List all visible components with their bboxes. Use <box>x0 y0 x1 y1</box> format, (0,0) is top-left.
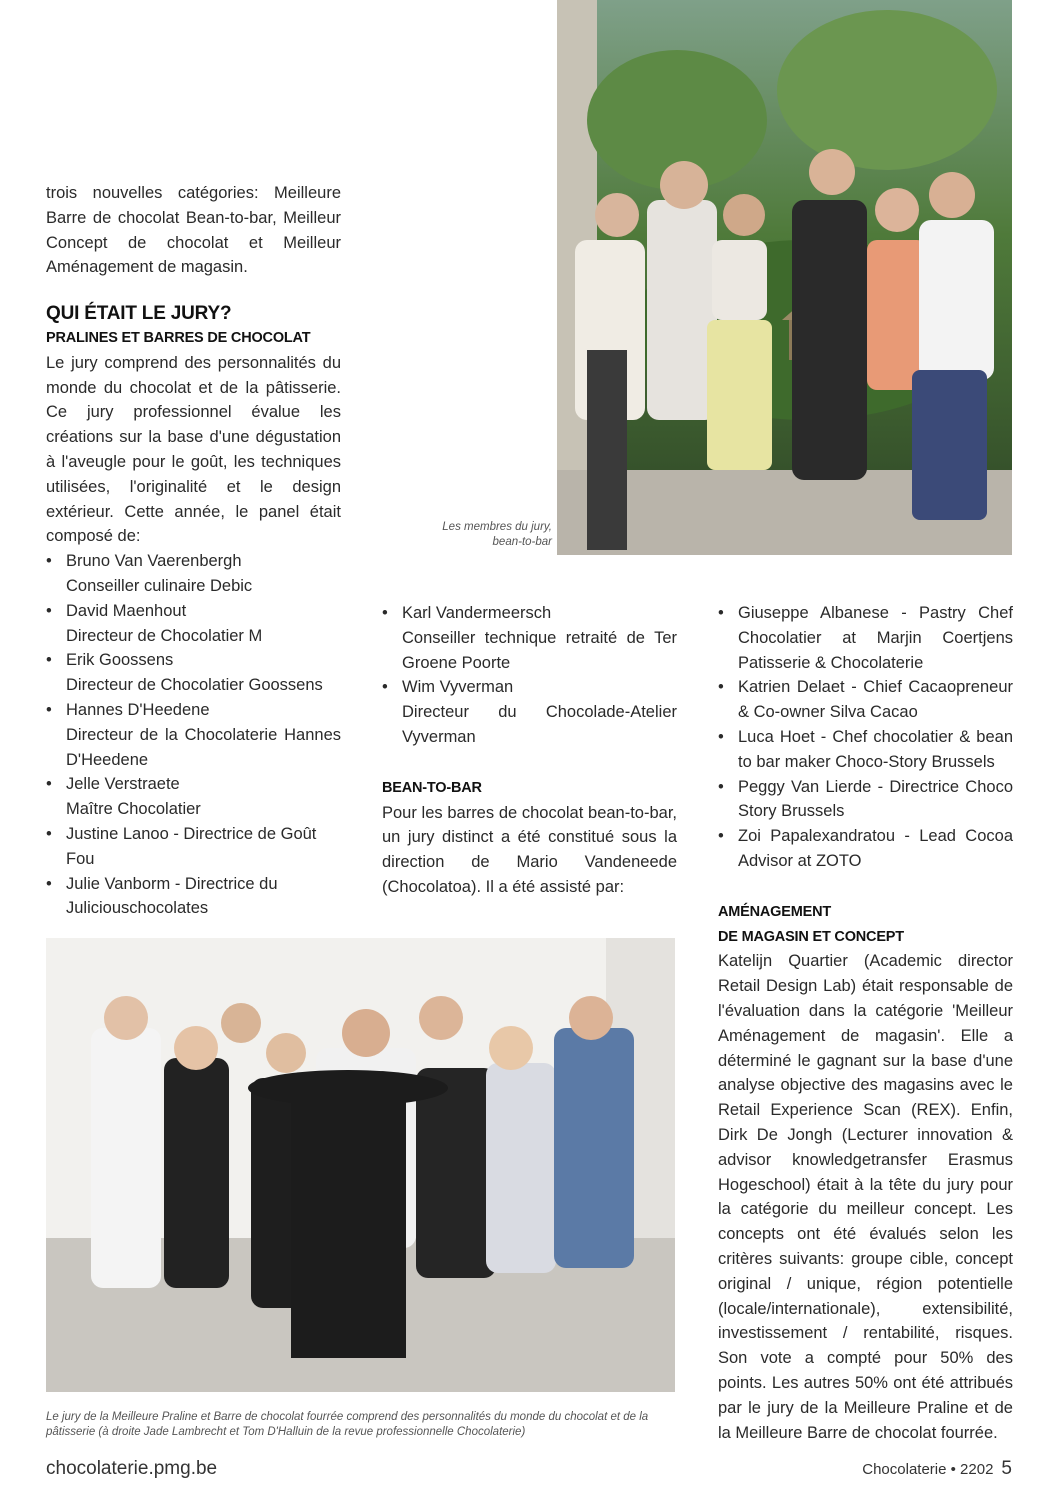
amenagement-heading-line-2: DE MAGASIN ET CONCEPT <box>718 928 904 945</box>
caption-bottom: Le jury de la Meilleure Praline et Barre de chocolat fourrée comprend des personnalités du monde du chocolat et de la pâtisserie (à droite Jade Lambrecht et Tom D'Halluin de la revue professionnelle Chocolaterie) <box>46 1411 649 1438</box>
list-item: • Peggy Van Lierde - Directrice Choco Story Brussels <box>718 775 1013 825</box>
list-item: • Giuseppe Albanese - Pastry Chef Chocolatier at Marjin Coertjens Patisserie & Chocolaterie <box>718 601 1013 675</box>
footer-issue-info <box>862 1458 1012 1480</box>
list-item: • Bruno Van Vaerenbergh Conseiller culinaire Debic <box>46 549 341 599</box>
pralines-heading: PRALINES ET BARRES DE CHOCOLAT <box>46 330 311 346</box>
footer-issue-label: Chocolaterie • 2202 <box>862 1461 994 1478</box>
list-item: • Jelle Verstraete Maître Chocolatier <box>46 772 341 822</box>
beantobar-member-list <box>718 601 1013 874</box>
list-item: • Wim Vyverman Directeur du Chocolade-Atelier Vyverman <box>382 675 677 749</box>
list-item: • Luca Hoet - Chef chocolatier & bean to bar maker Choco-Story Brussels <box>718 725 1013 775</box>
pralines-member-list <box>46 549 341 921</box>
page-number: 5 <box>1001 1458 1012 1479</box>
intro-paragraph: trois nouvelles catégories: Meilleure Barre de chocolat Bean-to-bar, Meilleur Concept de chocolat et Meilleur Aménagement de magasin. <box>46 184 341 277</box>
amenagement-heading-line-1: AMÉNAGEMENT <box>718 903 831 920</box>
middle-member-list <box>382 601 677 750</box>
list-item: • Katrien Delaet - Chief Cacaopreneur & Co-owner Silva Cacao <box>718 675 1013 725</box>
caption-top-line-1: Les membres du jury, <box>442 521 552 533</box>
list-item: • Zoi Papalexandratou - Lead Cocoa Advisor at ZOTO <box>718 824 1013 874</box>
list-item: • Erik Goossens Directeur de Chocolatier Goossens <box>46 648 341 698</box>
pralines-paragraph: Le jury comprend des personnalités du monde du chocolat et de la pâtisserie. Ce jury professionnel évalue les créations sur la base d'une dégustation à l'aveugle pour le goût, les techniques utilisées, l'originalité et le design extérieur. Cette année, le panel était composé de: <box>46 353 341 546</box>
list-item: • David Maenhout Directeur de Chocolatier M <box>46 599 341 649</box>
jury-pralines-photo <box>46 938 675 1392</box>
footer-url[interactable]: chocolaterie.pmg.be <box>46 1458 218 1479</box>
beantobar-heading: BEAN-TO-BAR <box>382 779 482 796</box>
list-item: • Karl Vandermeersch Conseiller technique retraité de Ter Groene Poorte <box>382 601 677 675</box>
list-item: • Hannes D'Heedene Directeur de la Chocolaterie Hannes D'Heedene <box>46 698 341 772</box>
jury-heading: QUI ÉTAIT LE JURY? <box>46 303 232 324</box>
list-item: • Julie Vanborm - Directrice du Juliciouschocolates <box>46 872 341 922</box>
list-item: • Justine Lanoo - Directrice de Goût Fou <box>46 822 341 872</box>
caption-top-line-2: bean-to-bar <box>492 536 552 548</box>
jury-beantobar-photo <box>557 0 1012 555</box>
amenagement-paragraph: Katelijn Quartier (Academic director Retail Design Lab) était responsable de l'évaluation dans la catégorie 'Meilleur Aménagement de magasin'. Elle a déterminé le gagnant sur la base d'une analyse objective des magasins avec le Retail Experience Scan (REX). Enfin, Dirk De Jongh (Lecturer innovation & advisor knowledgetransfer Erasmus Hogeschool) était à la tête du jury pour la catégorie du meilleur concept. Les concepts ont été évalués selon les critères suivants: groupe cible, concept original / unique, région potentielle (locale/internationale), extensibilité, investissement / rentabilité, risques. Son vote a compté pour 50% des points. Les autres 50% ont été attribués par le jury de la Meilleure Praline et de la Meilleure Barre de chocolat fourrée. <box>718 952 1013 1442</box>
beantobar-paragraph: Pour les barres de chocolat bean-to-bar, un jury distinct a été constitué sous la direction de Mario Vandeneede (Chocolatoa). Il a été assisté par: <box>382 803 677 896</box>
